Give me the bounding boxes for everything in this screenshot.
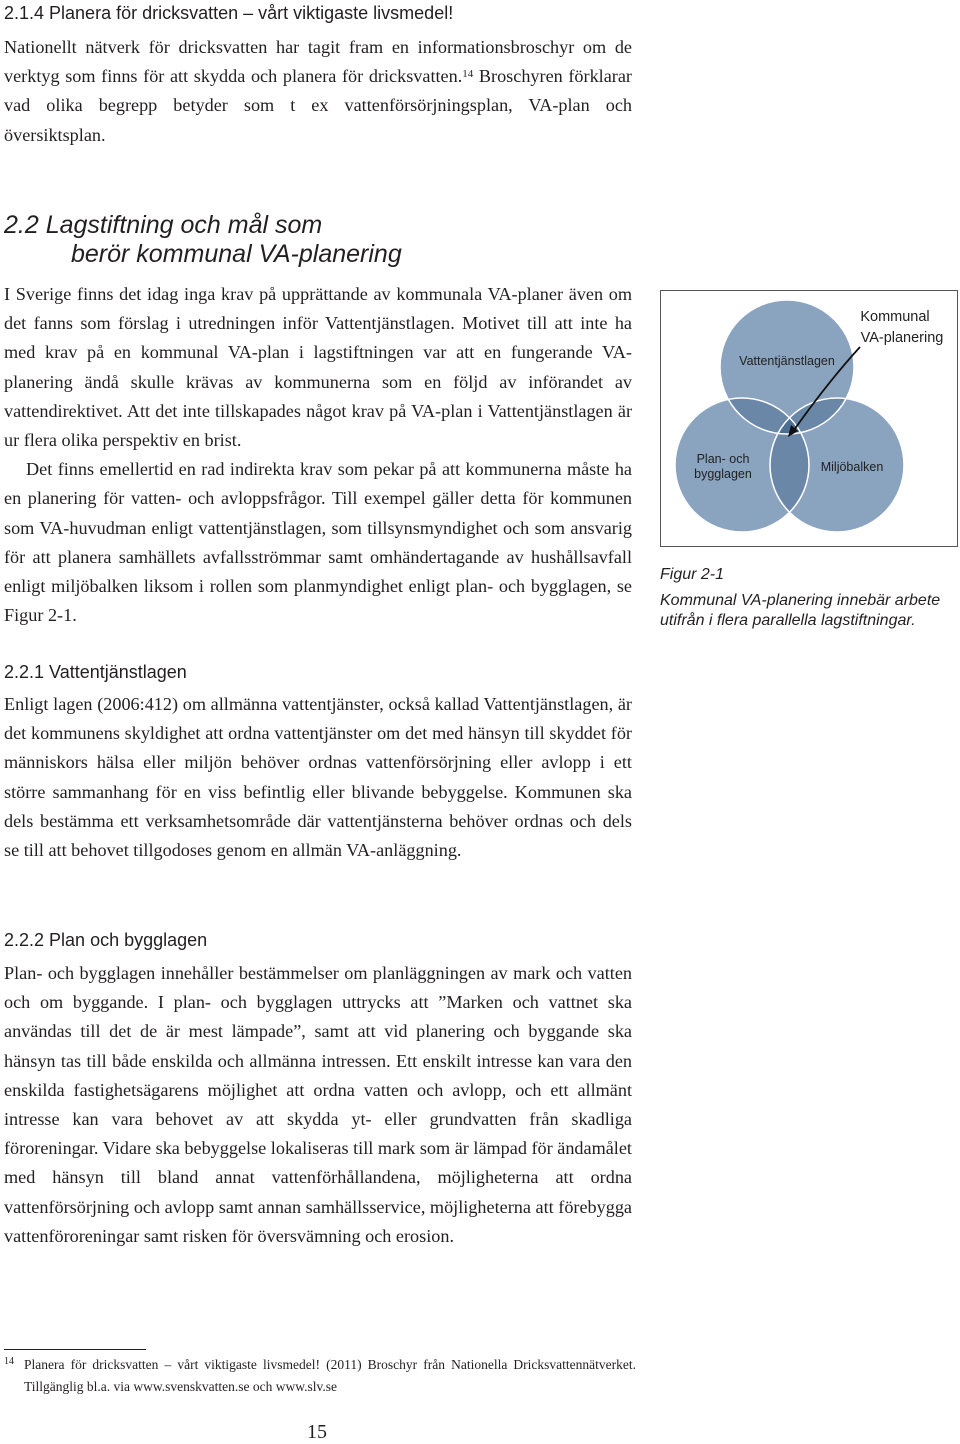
footnote-reference[interactable]: 14	[462, 68, 474, 81]
callout-kommunal: Kommunal	[860, 309, 930, 325]
paragraph: I Sverige finns det idag inga krav på upprättande av kommunala VA-planer även om det fanns som förslag i utredningen inför Vattentjänstlagen. Motivet till att inte ha med krav på en kommunal VA-plan i lagstiftningen var att en fungerande VA-planering ändå skulle krävas av kommunerna som en följd av införandet av vattendirektivet. Att det inte tillskapades något krav på VA-plan i Vattentjänstlagen är ur flera olika perspektiv en brist.	[4, 284, 632, 451]
label-plan-och-bygglagen-line2: bygglagen	[694, 467, 752, 481]
section-2-2-1-body	[4, 690, 632, 865]
section-heading-2-2-1: 2.2.1 Vattentjänstlagen	[4, 662, 187, 682]
section-2-2-2-body	[4, 959, 632, 1251]
section-heading-2-1-4: 2.1.4 Planera för dricksvatten – vårt viktigaste livsmedel!	[4, 3, 454, 23]
footnote-number: 14	[4, 1356, 14, 1367]
section-heading-2-2-2: 2.2.2 Plan och bygglagen	[4, 930, 208, 950]
figure-caption-title: Figur 2-1	[660, 566, 725, 583]
heading-line: 2.2 Lagstiftning och mål som	[4, 211, 323, 239]
venn-diagram	[660, 290, 958, 547]
heading-line: berör kommunal VA-planering	[71, 240, 402, 268]
paragraph: Enligt lagen (2006:412) om allmänna vattentjänster, också kallad Vattentjänstlagen, är det kommunens skyldighet att ordna vattentjänster om det med hänsyn till skyddet för människors hälsa eller miljön behöver ordnas vattenförsörjning eller avlopp i ett större sammanhang för en viss befintlig eller blivande bebyggelse. Kommunen ska dels bestämma ett verksamhetsområde där vattentjänsterna behöver ordnas och dels se till att behovet tillgodoses genom en allmän VA-anläggning.	[4, 694, 632, 861]
footnote-text: Planera för dricksvatten – vårt viktigaste livsmedel! (2011) Broschyr från Nationella Dricksvattennätverket. Tillgänglig bl.a. via www.svenskvatten.se och www.slv.se	[24, 1357, 636, 1394]
paragraph-text: Nationellt nätverk för dricksvatten har tagit fram en informationsbroschyr om de verktyg som finns för att skydda och planera för dricksvatten.	[4, 37, 632, 87]
section-heading-2-2	[4, 211, 624, 269]
footnote-rule	[4, 1349, 146, 1350]
figure-caption	[660, 565, 958, 631]
label-miljobalken: Miljöbalken	[820, 460, 884, 474]
label-vattentjanstlagen: Vattentjänstlagen	[739, 354, 835, 368]
label-plan-och-bygglagen-line1: Plan- och	[696, 452, 750, 466]
section-2-2-body	[4, 280, 632, 630]
footnote	[4, 1354, 636, 1398]
paragraph: Plan- och bygglagen innehåller bestämmelser om planläggningen av mark och vatten och om byggande. I plan- och bygglagen uttrycks att ”Marken och vattnet ska användas till det de är mest lämpade”, samt att vid planering och byggande ska hänsyn tas till både enskilda och allmänna intressen. Ett enskilt intresse kan vara den enskilda fastighetsägarens möjlighet att ordna vatten och avlopp, och ett allmänt intresse kan vara behovet av att skydda yt- eller grundvatten från skadliga föroreningar. Vidare ska bebyggelse lokaliseras till mark som är lämpad för ändamålet med hänsyn till bland annat vattenförhållandena, möjligheterna att ordna vattenförsörjning och avlopp samt annan samhällsservice, möjligheterna att förebygga vattenföroreningar samt risken för översvämning och erosion.	[4, 963, 632, 1246]
figure-caption-text: Kommunal VA-planering innebär arbete utifrån i flera parallella lagstiftningar.	[660, 592, 941, 629]
paragraph: Det finns emellertid en rad indirekta krav som pekar på att kommunerna måste ha en planering för vatten- och avloppsfrågor. Till exempel gäller detta för kommunen som VA-huvudman enligt vattentjänstlagen, som tillsynsmyndighet och som ansvarig för att planera samhällets avfallsströmmar samt omhändertagande av hushållsavfall enligt miljöbalken liksom i rollen som planmyndighet enligt plan- och bygglagen, se Figur 2-1.	[4, 459, 632, 626]
callout-va-planering: VA-planering	[860, 330, 944, 346]
section-2-1-4-paragraph	[4, 33, 632, 150]
paragraph-text: Broschyren förklarar vad olika begrepp betyder som t ex vattenförsörjningsplan, VA-plan och översiktsplan.	[4, 66, 632, 145]
page-number: 15	[307, 1421, 327, 1443]
